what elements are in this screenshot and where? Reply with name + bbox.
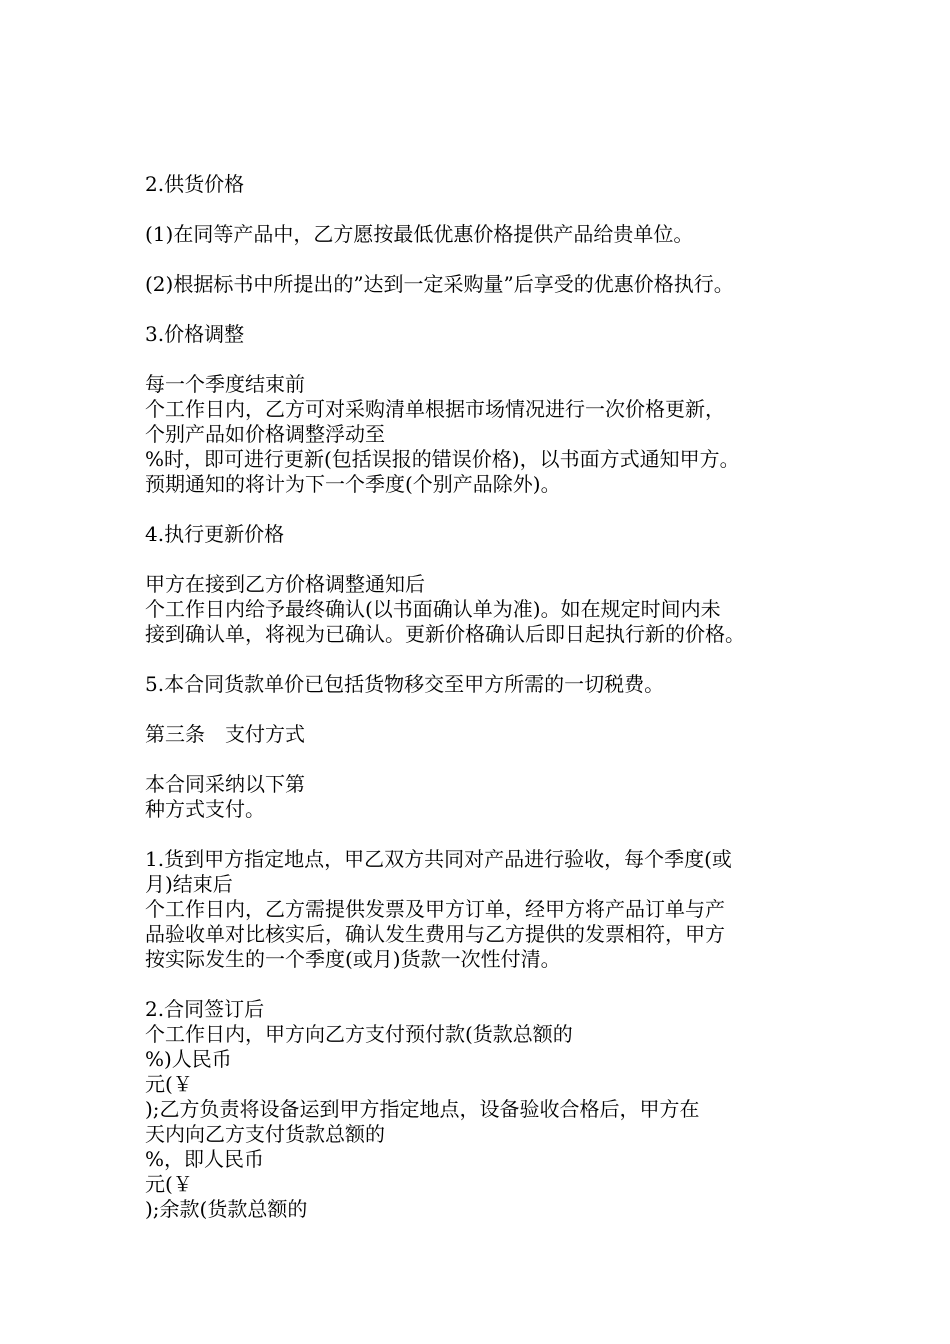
text-line: 个别产品如价格调整浮动至 [145,422,385,446]
text-line: 个工作日内，乙方需提供发票及甲方订单，经甲方将产品订单与产 [145,897,725,921]
text-line: 品验收单对比核实后，确认发生费用与乙方提供的发票相符，甲方 [145,922,725,946]
text-line: 个工作日内，甲方向乙方支付预付款(货款总额的 [145,1022,573,1046]
text-line: 个工作日内给予最终确认(以书面确认单为准)。如在规定时间内未 [145,597,721,621]
paragraph [145,722,825,747]
paragraph [145,322,825,347]
text-line: 第三条 支付方式 [145,722,305,746]
text-line: 月)结束后 [145,872,233,896]
text-line: (1)在同等产品中，乙方愿按最低优惠价格提供产品给贵单位。 [145,222,694,246]
text-line: %时，即可进行更新(包括误报的错误价格)，以书面方式通知甲方。 [145,447,740,471]
text-line: 元(￥ [145,1072,193,1096]
text-line: );乙方负责将设备运到甲方指定地点，设备验收合格后，甲方在 [145,1097,700,1121]
text-line: 个工作日内，乙方可对采购清单根据市场情况进行一次价格更新， [145,397,725,421]
paragraph [145,572,825,647]
paragraph [145,172,825,197]
text-line: 种方式支付。 [145,797,265,821]
paragraph [145,372,825,497]
paragraph [145,222,825,247]
text-line: %)人民币 [145,1047,232,1071]
text-line: 接到确认单，将视为已确认。更新价格确认后即日起执行新的价格。 [145,622,745,646]
text-line: );余款(货款总额的 [145,1197,308,1221]
text-line: 2.合同签订后 [145,997,265,1021]
text-line: 5.本合同货款单价已包括货物移交至甲方所需的一切税费。 [145,672,665,696]
paragraph [145,772,825,822]
text-line: 元(￥ [145,1172,193,1196]
text-line: 1.货到甲方指定地点，甲乙双方共同对产品进行验收，每个季度(或 [145,847,732,871]
text-line: 甲方在接到乙方价格调整通知后 [145,572,425,596]
text-line: 天内向乙方支付货款总额的 [145,1122,385,1146]
text-line: 2.供货价格 [145,172,245,196]
text-line: 预期通知的将计为下一个季度(个别产品除外)。 [145,472,561,496]
text-line: 按实际发生的一个季度(或月)货款一次性付清。 [145,947,561,971]
paragraph [145,272,825,297]
text-line: %，即人民币 [145,1147,265,1171]
paragraph [145,847,825,972]
text-line: (2)根据标书中所提出的”达到一定采购量”后享受的优惠价格执行。 [145,272,734,296]
document-body [145,172,825,1222]
text-line: 3.价格调整 [145,322,245,346]
paragraph [145,672,825,697]
paragraph [145,522,825,547]
text-line: 本合同采纳以下第 [145,772,305,796]
text-line: 每一个季度结束前 [145,372,305,396]
paragraph [145,997,825,1222]
text-line: 4.执行更新价格 [145,522,285,546]
